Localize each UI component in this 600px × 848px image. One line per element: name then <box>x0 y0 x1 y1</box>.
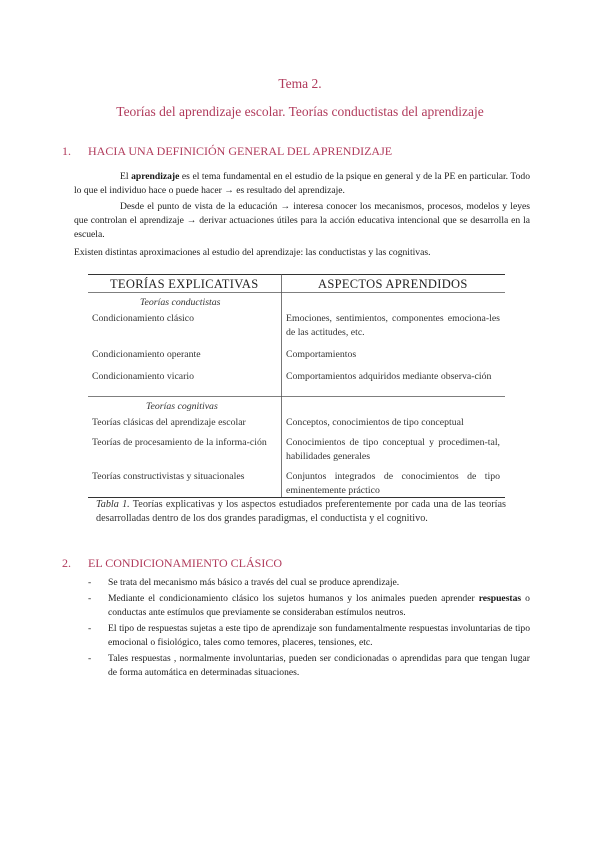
paragraph-1 <box>74 170 530 198</box>
table-row-aspect: Conocimientos de tipo conceptual y procedimen-tal, habilidades generales <box>286 437 500 462</box>
group-behaviorist: Teorías conductistas <box>140 297 221 308</box>
list-item <box>88 622 530 650</box>
table-row-theory: Teorías constructivistas y situacionales <box>92 471 245 482</box>
group-cognitive: Teorías cognitivas <box>146 401 218 412</box>
paragraph-2: Desde el punto de vista de la educación → interesa conocer los mecanismos, procesos, modelos y leyes que controlan el aprendizaje → derivar actuaciones útiles para la acción educativa intencional que se desarrolla en la escuela. <box>74 201 530 240</box>
table-row-theory: Teorías de procesamiento de la informa-ción <box>92 437 267 448</box>
section2-number: 2. <box>62 556 71 570</box>
list-item <box>88 576 530 590</box>
caption-label: Tabla 1. <box>96 499 130 510</box>
section2-heading: EL CONDICIONAMIENTO CLÁSICO <box>88 556 282 570</box>
bullet-dash: - <box>88 653 92 664</box>
section1-number: 1. <box>62 144 71 158</box>
bullet-dash: - <box>88 623 92 634</box>
bullet-dash: - <box>88 577 92 588</box>
bullet-text: El tipo de respuestas sujetas a este tipo de aprendizaje son fundamentalmente respuestas involuntarias de tipo emocional o fisiológico, tales como temores, placeres, tensiones, etc. <box>108 623 530 648</box>
theories-table <box>88 274 505 498</box>
p1-bold-term: aprendizaje <box>131 171 180 182</box>
bullet-text-pre: Mediante el condicionamiento clásico los sujetos humanos y los animales pueden aprender <box>108 593 479 604</box>
bullet-dash: - <box>88 593 92 604</box>
col-header-aspects: ASPECTOS APRENDIDOS <box>318 277 468 291</box>
table-row-theory: Condicionamiento clásico <box>92 313 195 324</box>
table-caption <box>96 498 506 526</box>
p1-pre: El <box>120 171 132 182</box>
table-row-aspect: Emociones, sentimientos, componentes emociona-les de las actitudes, etc. <box>286 313 500 338</box>
table-row-aspect: Comportamientos adquiridos mediante observa-ción <box>286 371 492 382</box>
bullet-text: Tales respuestas , normalmente involuntarias, pueden ser condicionadas o aprendidas para que tengan lugar de forma automática en determinadas situaciones. <box>108 653 530 678</box>
doc-subtitle: Teorías del aprendizaje escolar. Teorías conductistas del aprendizaje <box>116 104 484 119</box>
table-row-theory: Condicionamiento operante <box>92 349 201 360</box>
col-header-theories: TEORÍAS EXPLICATIVAS <box>110 277 259 291</box>
bullet-bold-term: respuestas <box>478 593 522 604</box>
p1-post: es el tema fundamental en el estudio de la psique en general y de la PE en particular. Todo lo que el individuo hace o puede hacer → es resultado del aprendizaje. <box>74 171 530 196</box>
list-item <box>88 652 530 680</box>
table-row-theory: Condicionamiento vicario <box>92 371 195 382</box>
table-row-aspect: Conceptos, conocimientos de tipo conceptual <box>286 417 464 428</box>
bullet-text: Se trata del mecanismo más básico a través del cual se produce aprendizaje. <box>108 577 400 588</box>
doc-tema: Tema 2. <box>278 76 322 91</box>
bullet-text-post: o conductas ante estímulos que previamente se consideraban estímulos neutros. <box>108 593 530 618</box>
caption-text: Teorías explicativas y los aspectos estudiados preferentemente por cada una de las teorías desarrolladas dentro de los dos grandes paradigmas, el conductista y el cognitivo. <box>96 499 506 524</box>
table-row-theory: Teorías clásicas del aprendizaje escolar <box>92 417 246 428</box>
table-row-aspect: Conjuntos integrados de conocimientos de tipo eminentemente práctico <box>286 471 500 496</box>
table-row-aspect: Comportamientos <box>286 349 357 360</box>
section1-heading: HACIA UNA DEFINICIÓN GENERAL DEL APRENDIZAJE <box>88 144 393 158</box>
list-item <box>88 592 530 620</box>
paragraph-3: Existen distintas aproximaciones al estudio del aprendizaje: las conductistas y las cognitivas. <box>74 247 431 258</box>
